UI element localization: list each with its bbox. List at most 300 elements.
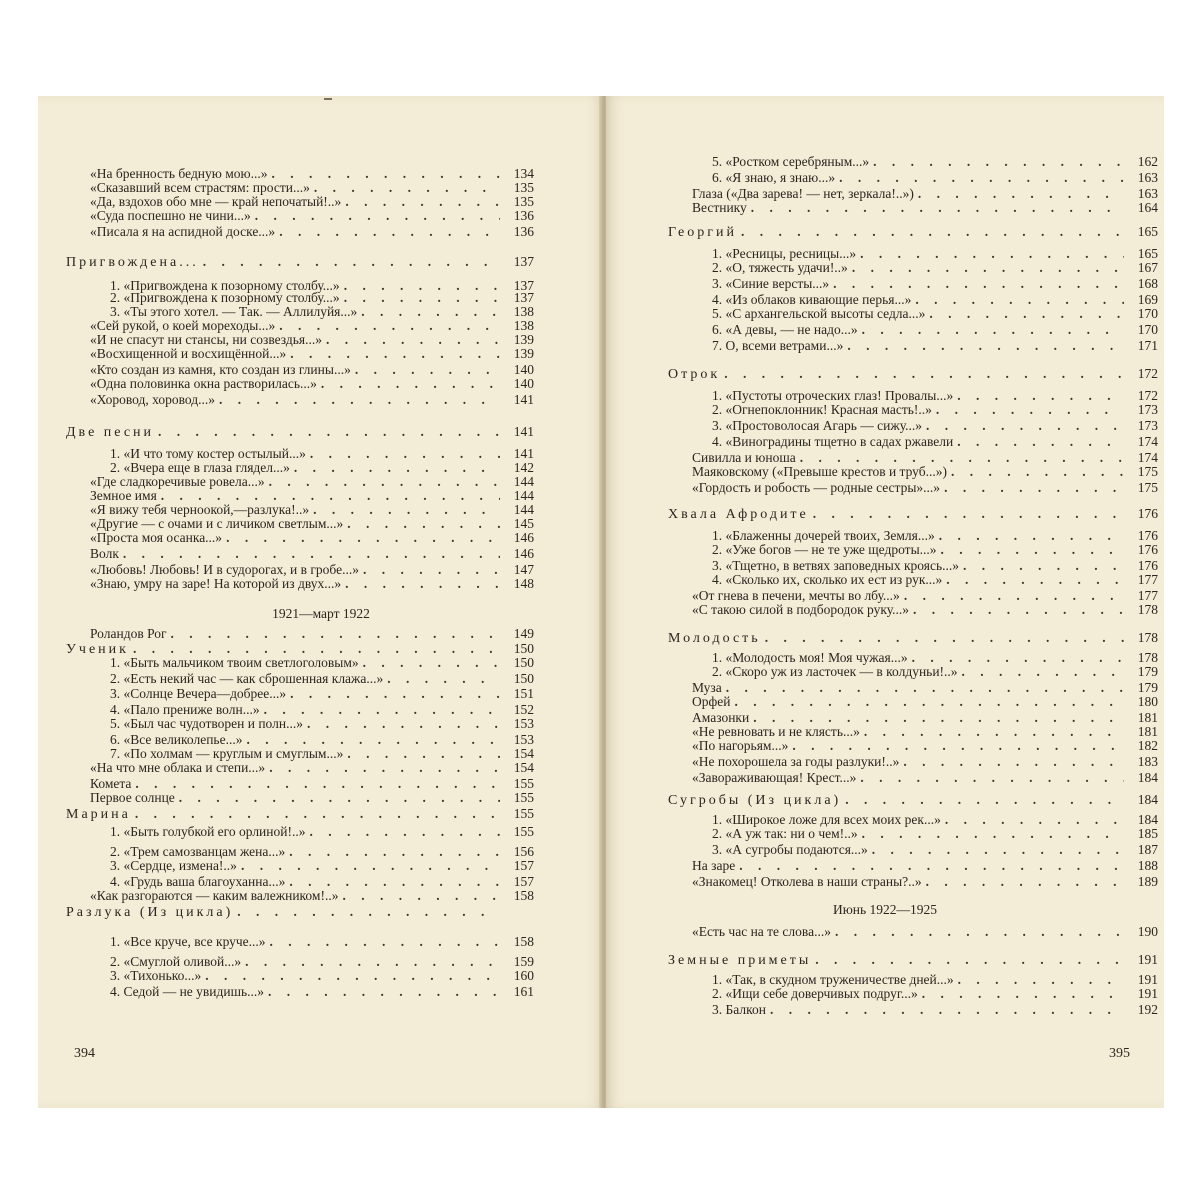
page-ref: 161 — [513, 984, 534, 999]
left-page — [38, 96, 604, 1108]
toc-entry — [110, 824, 534, 840]
entry-title: 3. «Сердце, измена!..» — [110, 858, 237, 873]
page-ref: 183 — [1137, 754, 1158, 769]
page-ref: 165 — [1137, 224, 1158, 239]
toc-entry — [692, 770, 1158, 786]
page-ref: 157 — [513, 874, 534, 889]
entry-title: Марина — [66, 807, 131, 822]
page-ref: 178 — [1137, 602, 1158, 617]
toc-entry — [90, 546, 534, 562]
entry-title: «На что мне облака и степи...» — [90, 760, 266, 775]
leader-dots — [179, 790, 500, 806]
leader-dots — [951, 464, 1124, 480]
page-ref: 135 — [513, 180, 534, 195]
entry-title: «Не похорошела за годы разлуки!..» — [692, 754, 900, 769]
page-ref: 191 — [1137, 986, 1158, 1001]
right-page — [606, 96, 1164, 1108]
page-ref: 182 — [1137, 738, 1158, 753]
entry-title: 2. «Уже богов — не те уже щедроты...» — [712, 542, 937, 557]
entry-title: «Где сладкоречивые ровела...» — [90, 474, 265, 489]
entry-title: 1. «Пустоты отроческих глаз! Провалы...» — [712, 388, 954, 403]
leader-dots — [158, 424, 500, 440]
entry-title: 5. «Ростком серебряным...» — [712, 154, 870, 169]
toc-entry — [90, 208, 534, 224]
entry-title: 2. «Трем самозванцам жена...» — [110, 844, 286, 859]
entry-title: «Восхищенной и восхищённой...» — [90, 346, 287, 361]
toc-entry — [712, 434, 1158, 450]
entry-title: 2. «Скоро уж из ласточек — в колдуньи!..» — [712, 664, 958, 679]
entry-title: Земные приметы — [668, 953, 812, 968]
page-ref: 181 — [1137, 710, 1158, 725]
leader-dots — [792, 738, 1124, 754]
leader-dots — [852, 260, 1124, 276]
entry-title: Вестнику — [692, 200, 747, 215]
entry-title: 4. «Сколько их, сколько их ест из рук...» — [712, 572, 943, 587]
page-ref: 192 — [1137, 1002, 1158, 1017]
toc-entry — [110, 968, 534, 984]
page-ref: 177 — [1137, 572, 1158, 587]
page-ref: 160 — [513, 968, 534, 983]
leader-dots — [387, 671, 500, 687]
entry-title: 3. Балкон — [712, 1002, 766, 1017]
toc-section-heading — [66, 904, 534, 920]
page-ref: 151 — [513, 686, 534, 701]
entry-title: 4. «Виноградины тщетно в садах ржавели — [712, 434, 954, 449]
entry-title: «С такою силой в подбородок руку...» — [692, 602, 910, 617]
leader-dots — [922, 986, 1124, 1002]
entry-title: 7. О, всеми ветрами...» — [712, 338, 844, 353]
page-ref: 155 — [513, 806, 534, 821]
leader-dots — [309, 824, 500, 840]
entry-title: «Проста моя осанка...» — [90, 530, 223, 545]
page-ref: 170 — [1137, 322, 1158, 337]
page-ref: 180 — [1137, 694, 1158, 709]
entry-title: 5. «С архангельской высоты седла...» — [712, 306, 926, 321]
page-ref: 179 — [1137, 680, 1158, 695]
leader-dots — [873, 154, 1124, 170]
page-ref: 139 — [513, 332, 534, 347]
toc-section-heading — [668, 630, 1158, 646]
entry-title: «Есть час на те слова...» — [692, 924, 831, 939]
page-ref: 168 — [1137, 276, 1158, 291]
page-ref: 191 — [1137, 952, 1158, 967]
entry-title: 1. «Блаженны дочерей твоих, Земля...» — [712, 528, 935, 543]
entry-title: 1. «Быть мальчиком твоим светлоголовым» — [110, 655, 359, 670]
page-ref: 156 — [513, 844, 534, 859]
page-ref: 191 — [1137, 972, 1158, 987]
entry-title: 4. «Грудь ваша благоуханна...» — [110, 874, 286, 889]
page-ref: 184 — [1137, 770, 1158, 785]
entry-title: «От гнева в печени, мечты во лбу...» — [692, 588, 900, 603]
leader-dots — [926, 874, 1124, 890]
page-ref: 150 — [513, 655, 534, 670]
leader-dots — [269, 760, 500, 776]
leader-dots — [203, 254, 500, 270]
toc-entry — [692, 200, 1158, 216]
toc-entry — [90, 626, 534, 642]
toc-entry — [692, 924, 1158, 940]
leader-dots — [903, 754, 1124, 770]
entry-title: 1. «Ресницы, ресницы...» — [712, 246, 857, 261]
entry-title: 4. «Из облаков кивающие перья...» — [712, 292, 912, 307]
page-ref: 136 — [513, 224, 534, 239]
toc-section-heading — [66, 254, 534, 270]
entry-title: «Знаю, умру на заре! На которой из двух...» — [90, 576, 342, 591]
leader-dots — [862, 322, 1124, 338]
toc-entry — [692, 480, 1158, 496]
toc-entry — [692, 754, 1158, 770]
toc-entry — [712, 572, 1158, 588]
page-ref: 164 — [1137, 200, 1158, 215]
page-ref: 171 — [1137, 338, 1158, 353]
toc-section-heading — [668, 366, 1158, 382]
page-ref: 188 — [1137, 858, 1158, 873]
page-ref: 174 — [1137, 450, 1158, 465]
page-ref: 141 — [513, 424, 534, 439]
page-ref: 154 — [513, 746, 534, 761]
leader-dots — [941, 542, 1124, 558]
page-ref: 139 — [513, 346, 534, 361]
page-ref: 134 — [513, 166, 534, 181]
entry-title: 1. «И что тому костер остылый...» — [110, 446, 306, 461]
leader-dots — [268, 984, 500, 1000]
leader-dots — [307, 716, 500, 732]
entry-title: Хвала Афродите — [668, 507, 809, 522]
right-page-number: 395 — [1109, 1046, 1130, 1061]
page-ref: 144 — [513, 488, 534, 503]
toc-entry — [110, 671, 534, 687]
page-ref: 190 — [1137, 924, 1158, 939]
leader-dots — [321, 376, 500, 392]
toc-entry — [110, 686, 534, 702]
leader-dots — [845, 792, 1124, 808]
entry-title: «Другие — с очами и с личиком светлым...» — [90, 516, 344, 531]
page-ref: 179 — [1137, 664, 1158, 679]
entry-title: «Одна половинка окна растворилась...» — [90, 376, 317, 391]
entry-title: 6. «Все великолепье...» — [110, 732, 243, 747]
toc-entry — [90, 790, 534, 806]
entry-title: 7. «По холмам — круглым и смуглым...» — [110, 746, 344, 761]
leader-dots — [835, 924, 1124, 940]
entry-title: «Хоровод, хоровод...» — [90, 392, 216, 407]
leader-dots — [219, 392, 500, 408]
leader-dots — [342, 888, 500, 904]
entry-title: Отрок — [668, 367, 721, 382]
leader-dots — [363, 655, 500, 671]
page-ref: 138 — [513, 304, 534, 319]
leader-dots — [739, 858, 1124, 874]
leader-dots — [290, 686, 500, 702]
page-ref: 178 — [1137, 650, 1158, 665]
entry-title: Орфей — [692, 694, 731, 709]
leader-dots — [765, 630, 1124, 646]
toc-entry — [90, 576, 534, 592]
leader-dots — [171, 626, 500, 642]
page-ref: 155 — [513, 824, 534, 839]
entry-title: 1. «Все круче, все круче...» — [110, 934, 266, 949]
leader-dots — [813, 506, 1124, 522]
entry-title: «Гордость и робость — родные сестры»...» — [692, 480, 941, 495]
entry-title: 1. «Широкое ложе для всех моих рек...» — [712, 812, 941, 827]
toc-entry — [692, 858, 1158, 874]
leader-dots — [135, 806, 500, 822]
toc-entry — [712, 170, 1158, 186]
entry-title: «Писала я на аспидной доске...» — [90, 224, 276, 239]
toc-entry — [712, 986, 1158, 1002]
entry-title: «Не ревновать и не клясть...» — [692, 724, 860, 739]
entry-title: 4. Седой — не увидишь...» — [110, 984, 265, 999]
entry-title: 2. «А уж так: ни о чем!..» — [712, 826, 858, 841]
page-ref: 155 — [513, 776, 534, 791]
leader-dots — [936, 402, 1124, 418]
page-ref: 145 — [513, 516, 534, 531]
leader-dots — [279, 224, 500, 240]
entry-title: Молодость — [668, 631, 761, 646]
toc-entry — [712, 276, 1158, 292]
entry-title: 3. «Тщетно, в ветвях заповедных кроясь...» — [712, 558, 960, 573]
date-range-label: 1921—март 1922 — [272, 606, 370, 621]
entry-title: «По нагорьям...» — [692, 738, 789, 753]
entry-title: 2. «Ищи себе доверчивых подруг...» — [712, 986, 918, 1001]
entry-title: «Сказавший всем страстям: прости...» — [90, 180, 310, 195]
toc-entry — [712, 306, 1158, 322]
entry-title: Амазонки — [692, 710, 750, 725]
entry-title: 2. «Смуглой оливой...» — [110, 954, 242, 969]
page-ref: 157 — [513, 858, 534, 873]
section-date — [606, 902, 1164, 918]
entry-title: 3. «Синие версты...» — [712, 276, 830, 291]
page-ref: 174 — [1137, 434, 1158, 449]
toc-entry — [712, 418, 1158, 434]
page-ref: 184 — [1137, 812, 1158, 827]
leader-dots — [929, 306, 1124, 322]
toc-entry — [712, 1002, 1158, 1018]
entry-title: «Суда поспешно не чини...» — [90, 208, 251, 223]
page-ref: 178 — [1137, 630, 1158, 645]
leader-dots — [241, 858, 500, 874]
entry-title: 1. «Быть голубкой его орлиной!..» — [110, 824, 306, 839]
toc-entry — [90, 760, 534, 776]
entry-title: Роландов Рог — [90, 626, 167, 641]
entry-title: 3. «Тихонько...» — [110, 968, 202, 983]
page-ref: 158 — [513, 888, 534, 903]
page-ref: 149 — [513, 626, 534, 641]
toc-section-heading — [668, 792, 1158, 808]
entry-title: Комета — [90, 776, 132, 791]
page-ref: 152 — [513, 702, 534, 717]
entry-title: «Знакомец! Отколева в наши страны?..» — [692, 874, 922, 889]
page-ref: 154 — [513, 760, 534, 775]
page-ref: 159 — [513, 954, 534, 969]
leader-dots — [913, 602, 1124, 618]
leader-dots — [290, 346, 500, 362]
leader-dots — [237, 904, 500, 920]
toc-entry — [110, 984, 534, 1000]
left-page-number: 394 — [74, 1046, 95, 1061]
leader-dots — [345, 576, 500, 592]
toc-entry — [90, 392, 534, 408]
leader-dots — [226, 530, 500, 546]
toc-entry — [712, 842, 1158, 858]
toc-entry — [90, 888, 534, 904]
toc-entry — [712, 322, 1158, 338]
page-ref: 169 — [1137, 292, 1158, 307]
leader-dots — [123, 546, 500, 562]
entry-title: 1. «Так, в скудном труженичестве дней...» — [712, 972, 954, 987]
entry-title: Муза — [692, 680, 722, 695]
page-ref: 140 — [513, 362, 534, 377]
page-ref: 141 — [513, 446, 534, 461]
page-ref: 153 — [513, 732, 534, 747]
page-ref: 173 — [1137, 418, 1158, 433]
entry-title: Маяковскому («Превыше крестов и труб...») — [692, 464, 947, 479]
page-ref: 163 — [1137, 170, 1158, 185]
leader-dots — [926, 418, 1124, 434]
page-ref: 144 — [513, 502, 534, 517]
entry-title: 5. «Был час чудотворен и полн...» — [110, 716, 303, 731]
toc-entry — [692, 738, 1158, 754]
leader-dots — [946, 572, 1124, 588]
page-ref: 144 — [513, 474, 534, 489]
leader-dots — [872, 842, 1124, 858]
toc-entry — [110, 934, 534, 950]
leader-dots — [860, 770, 1124, 786]
page-ref: 136 — [513, 208, 534, 223]
entry-title: «Любовь! Любовь! И в судорогах, и в гробе...» — [90, 562, 359, 577]
page-ref: 150 — [513, 641, 534, 656]
entry-title: 1. «Пригвождена к позорному столбу...» — [110, 278, 340, 293]
entry-title: 3. «Солнце Вечера—добрее...» — [110, 686, 287, 701]
date-range-label: Июнь 1922—1925 — [832, 902, 938, 917]
toc-section-heading — [668, 224, 1158, 240]
page-ref: 175 — [1137, 464, 1158, 479]
leader-dots — [957, 434, 1124, 450]
page-ref: 148 — [513, 576, 534, 591]
page-ref: 155 — [513, 790, 534, 805]
toc-entry — [712, 154, 1158, 170]
page-ref: 172 — [1137, 366, 1158, 381]
entry-title: Земное имя — [90, 488, 157, 503]
leader-dots — [770, 1002, 1124, 1018]
page-mark — [324, 98, 332, 100]
entry-title: 3. «Ты этого хотел. — Так. — Аллилуйя...» — [110, 304, 358, 319]
toc-entry — [90, 530, 534, 546]
entry-title: «Сей рукой, о коей мореходы...» — [90, 318, 276, 333]
entry-title: Георгий — [668, 225, 737, 240]
leader-dots — [847, 338, 1124, 354]
entry-title: Ученик — [66, 642, 129, 657]
entry-title: Пригвождена... — [66, 255, 199, 270]
page-ref: 176 — [1137, 506, 1158, 521]
entry-title: 4. «Пало прениже волн...» — [110, 702, 260, 717]
toc-entry — [712, 338, 1158, 354]
toc-section-heading — [66, 424, 534, 440]
entry-title: 2. «О, тяжесть удачи!..» — [712, 260, 848, 275]
page-ref: 141 — [513, 392, 534, 407]
leader-dots — [741, 224, 1124, 240]
entry-title: Глаза («Два зарева! — нет, зеркала!..») — [692, 186, 914, 201]
leader-dots — [255, 208, 500, 224]
page-ref: 137 — [513, 290, 534, 305]
leader-dots — [962, 664, 1124, 680]
toc-entry — [712, 542, 1158, 558]
entry-title: «Да, вздохов обо мне — край непочатый!..» — [90, 194, 342, 209]
page-ref: 185 — [1137, 826, 1158, 841]
toc-entry — [90, 346, 534, 362]
leader-dots — [862, 826, 1124, 842]
entry-title: «Я вижу тебя черноокой,—разлука!..» — [90, 502, 310, 517]
page-ref: 146 — [513, 530, 534, 545]
leader-dots — [734, 694, 1124, 710]
entry-title: На заре — [692, 858, 736, 873]
page-ref: 177 — [1137, 588, 1158, 603]
entry-title: Волк — [90, 546, 119, 561]
toc-entry — [110, 655, 534, 671]
entry-title: 6. «Я знаю, я знаю...» — [712, 170, 836, 185]
toc-entry — [110, 716, 534, 732]
page-ref: 189 — [1137, 874, 1158, 889]
toc-entry — [692, 464, 1158, 480]
entry-title: 1. «Молодость моя! Моя чужая...» — [712, 650, 908, 665]
leader-dots — [833, 276, 1124, 292]
toc-entry — [712, 260, 1158, 276]
toc-entry — [90, 376, 534, 392]
entry-title: 2. «Вчера еще в глаза глядел...» — [110, 460, 290, 475]
page-ref: 140 — [513, 376, 534, 391]
entry-title: 2. «Огнепоклонник! Красная масть!..» — [712, 402, 932, 417]
entry-title: «На бренность бедную мою...» — [90, 166, 268, 181]
entry-title: «И не спасут ни стансы, ни созвездья...» — [90, 332, 322, 347]
page-ref: 162 — [1137, 154, 1158, 169]
toc-section-heading — [668, 506, 1158, 522]
page-ref: 176 — [1137, 558, 1158, 573]
page-ref: 137 — [513, 278, 534, 293]
toc-entry — [110, 858, 534, 874]
page-ref: 176 — [1137, 528, 1158, 543]
page-ref: 137 — [513, 254, 534, 269]
entry-title: Сивилла и юноша — [692, 450, 796, 465]
page-ref: 181 — [1137, 724, 1158, 739]
page-ref: 176 — [1137, 542, 1158, 557]
toc-entry — [90, 224, 534, 240]
page-ref: 135 — [513, 194, 534, 209]
leader-dots — [839, 170, 1124, 186]
leader-dots — [944, 480, 1124, 496]
toc-entry — [712, 664, 1158, 680]
page-ref: 153 — [513, 716, 534, 731]
page-ref: 163 — [1137, 186, 1158, 201]
entry-title: «Как разгораются — каким валежником!..» — [90, 888, 339, 903]
page-ref: 146 — [513, 546, 534, 561]
page-ref: 187 — [1137, 842, 1158, 857]
page-ref: 150 — [513, 671, 534, 686]
leader-dots — [270, 934, 500, 950]
page-ref: 175 — [1137, 480, 1158, 495]
section-date — [38, 606, 604, 622]
entry-title: «Завораживающая! Крест...» — [692, 770, 857, 785]
toc-entry — [692, 874, 1158, 890]
page-ref: 147 — [513, 562, 534, 577]
toc-entry — [692, 602, 1158, 618]
entry-title: Две песни — [66, 425, 155, 440]
toc-entry — [712, 402, 1158, 418]
leader-dots — [751, 200, 1124, 216]
toc-entry — [712, 826, 1158, 842]
toc-section-heading — [66, 806, 534, 822]
toc-section-heading — [668, 952, 1158, 968]
entry-title: Сугробы (Из цикла) — [668, 793, 842, 808]
entry-title: Первое солнце — [90, 790, 175, 805]
